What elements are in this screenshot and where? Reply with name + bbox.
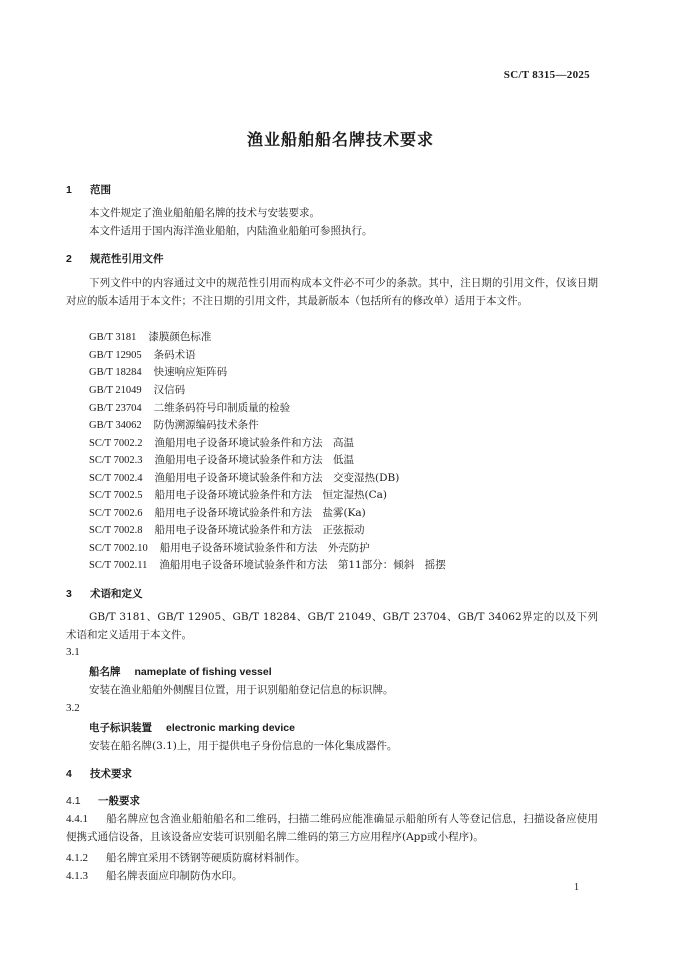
reference-item bbox=[89, 382, 185, 397]
reference-code: GB/T 12905 bbox=[89, 350, 142, 361]
reference-code: SC/T 7002.5 bbox=[89, 490, 143, 501]
reference-title: 二维条码符号印制质量的检验 bbox=[153, 402, 291, 414]
section-title: 术语和定义 bbox=[90, 588, 143, 600]
term-english: nameplate of fishing vessel bbox=[134, 666, 272, 678]
section-title: 技术要求 bbox=[90, 768, 132, 780]
reference-title: 渔船用电子设备环境试验条件和方法 交变湿热(DB) bbox=[154, 472, 400, 484]
reference-title: 渔船用电子设备环境试验条件和方法 低温 bbox=[154, 454, 354, 466]
section-3-intro: GB/T 3181、GB/T 12905、GB/T 18284、GB/T 21049、GB/T 23704、GB/T 34062界定的以及下列术语和定义适用于本文件。 bbox=[66, 611, 598, 641]
reference-code: GB/T 21049 bbox=[89, 385, 142, 396]
reference-item bbox=[89, 487, 387, 502]
reference-item bbox=[89, 435, 354, 450]
reference-item bbox=[89, 400, 290, 415]
reference-code: GB/T 23704 bbox=[89, 403, 142, 414]
section-title: 范围 bbox=[90, 184, 111, 196]
subsection-number: 4.1 bbox=[66, 795, 81, 807]
reference-title: 渔船用电子设备环境试验条件和方法 第11部分：倾斜 摇摆 bbox=[159, 559, 446, 571]
reference-item bbox=[89, 557, 446, 572]
section-4-heading bbox=[66, 766, 132, 781]
reference-code: SC/T 7002.11 bbox=[89, 560, 148, 571]
reference-code: SC/T 7002.3 bbox=[89, 455, 143, 466]
term-definition: 安装在渔业船舶外侧醒目位置，用于识别船舶登记信息的标识牌。 bbox=[89, 684, 394, 696]
term-definition: 安装在船名牌(3.1)上，用于提供电子身份信息的一体化集成器件。 bbox=[89, 740, 398, 752]
reference-item bbox=[89, 505, 366, 520]
reference-code: GB/T 34062 bbox=[89, 420, 142, 431]
reference-code: SC/T 7002.2 bbox=[89, 438, 143, 449]
term-heading bbox=[89, 720, 295, 735]
term-english: electronic marking device bbox=[166, 722, 295, 734]
reference-item bbox=[89, 540, 370, 555]
requirement-item bbox=[66, 868, 598, 886]
reference-title: 船用电子设备环境试验条件和方法 正弦振动 bbox=[154, 524, 365, 536]
standard-code: SC/T 8315—2025 bbox=[503, 69, 590, 81]
requirement-text: 船名牌应包含渔业船舶船名和二维码，扫描二维码应能准确显示船舶所有人等登记信息，扫描设备应使用便携式通信设备，且该设备应安装可识别船名牌二维码的第三方应用程序(App或小程序)。 bbox=[66, 813, 598, 843]
section-title: 规范性引用文件 bbox=[90, 253, 164, 265]
term-number: 3.1 bbox=[66, 646, 80, 658]
reference-title: 漆膜颜色标准 bbox=[148, 331, 212, 343]
section-number: 4 bbox=[66, 768, 72, 780]
reference-item bbox=[89, 329, 211, 344]
section-1-paragraph-1: 本文件规定了渔业船舶船名牌的技术与安装要求。 bbox=[89, 207, 320, 219]
section-1-heading bbox=[66, 182, 111, 197]
reference-item bbox=[89, 364, 227, 379]
requirement-item bbox=[66, 850, 598, 868]
subsection-title: 一般要求 bbox=[98, 795, 140, 807]
requirement-number: 4.4.1 bbox=[66, 813, 88, 825]
reference-code: SC/T 7002.4 bbox=[89, 473, 143, 484]
term-heading bbox=[89, 664, 272, 679]
requirement-number: 4.1.3 bbox=[66, 870, 88, 882]
reference-item bbox=[89, 522, 364, 537]
reference-code: SC/T 7002.6 bbox=[89, 508, 143, 519]
reference-title: 船用电子设备环境试验条件和方法 外壳防护 bbox=[159, 542, 370, 554]
subsection-heading bbox=[66, 793, 140, 808]
reference-code: GB/T 18284 bbox=[89, 367, 142, 378]
reference-title: 防伪溯源编码技术条件 bbox=[153, 419, 259, 431]
section-2-intro: 下列文件中的内容通过文中的规范性引用而构成本文件必不可少的条款。其中，注日期的引用文件，仅该日期对应的版本适用于本文件；不注日期的引用文件，其最新版本（包括所有的修改单）适用于本文件。 bbox=[66, 277, 598, 307]
requirement-item bbox=[66, 811, 598, 846]
term-chinese: 电子标识装置 bbox=[89, 722, 152, 734]
reference-title: 船用电子设备环境试验条件和方法 恒定湿热(Ca) bbox=[154, 489, 387, 501]
reference-item bbox=[89, 417, 259, 432]
reference-code: GB/T 3181 bbox=[89, 332, 137, 343]
page-number: 1 bbox=[574, 882, 579, 893]
reference-title: 渔船用电子设备环境试验条件和方法 高温 bbox=[154, 437, 354, 449]
section-3-heading bbox=[66, 586, 143, 601]
section-number: 2 bbox=[66, 253, 72, 265]
term-number: 3.2 bbox=[66, 702, 80, 714]
reference-item bbox=[89, 470, 399, 485]
requirement-text: 船名牌宜采用不锈钢等硬质防腐材料制作。 bbox=[106, 852, 306, 864]
reference-item bbox=[89, 347, 196, 362]
reference-title: 快速响应矩阵码 bbox=[153, 366, 228, 378]
reference-item bbox=[89, 452, 354, 467]
section-2-heading bbox=[66, 251, 164, 266]
requirement-text: 船名牌表面应印制防伪水印。 bbox=[106, 870, 243, 882]
reference-title: 汉信码 bbox=[153, 384, 186, 396]
reference-title: 船用电子设备环境试验条件和方法 盐雾(Ka) bbox=[154, 507, 366, 519]
reference-code: SC/T 7002.8 bbox=[89, 525, 143, 536]
section-1-paragraph-2: 本文件适用于国内海洋渔业船舶，内陆渔业船舶可参照执行。 bbox=[89, 225, 373, 237]
section-number: 1 bbox=[66, 184, 72, 196]
reference-title: 条码术语 bbox=[153, 349, 196, 361]
reference-code: SC/T 7002.10 bbox=[89, 543, 148, 554]
requirement-number: 4.1.2 bbox=[66, 852, 88, 864]
term-chinese: 船名牌 bbox=[89, 666, 121, 678]
document-title: 渔业船舶船名牌技术要求 bbox=[246, 130, 434, 149]
section-number: 3 bbox=[66, 588, 72, 600]
